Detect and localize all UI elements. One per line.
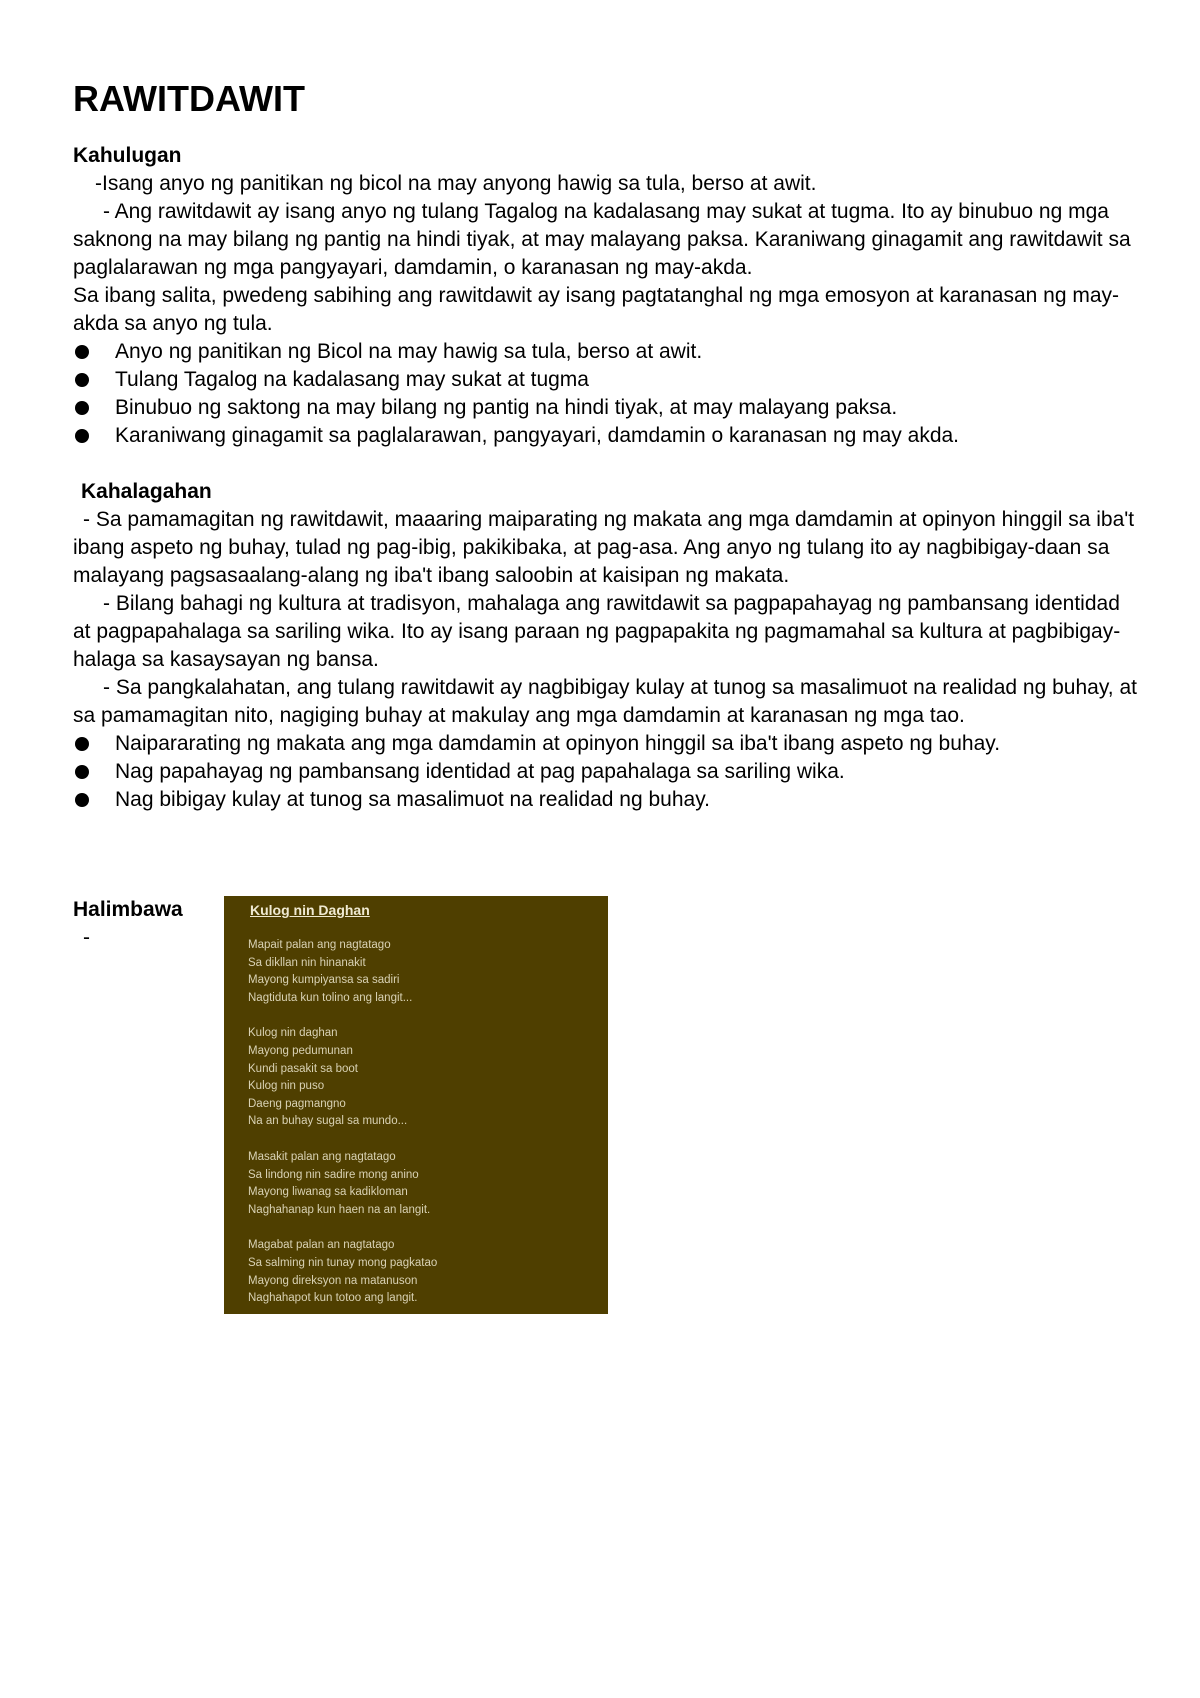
poem-line: Magabat palan an nagtatago: [248, 1239, 395, 1252]
kahulugan-paragraph-3: Sa ibang salita, pwedeng sabihing ang rawitdawit ay isang pagtatanghal ng mga emosyon at karanasan ng may-akda sa anyo ng tula.: [73, 284, 1120, 335]
poem-line: Kundi pasakit sa boot: [248, 1062, 358, 1075]
list-item: [73, 758, 1143, 786]
bullet-icon: [75, 401, 89, 415]
bullet-icon: [75, 737, 89, 751]
poem-line: Kulog nin puso: [248, 1080, 325, 1093]
kahalagahan-paragraph-3: - Sa pangkalahatan, ang tulang rawitdawit ay nagbibigay kulay at tunog sa masalimuot na realidad ng buhay, at sa pamamagitan nito, nagiging buhay at makulay ang mga damdamin at karanasan ng mga tao.: [73, 676, 1137, 727]
list-item-text: Tulang Tagalog na kadalasang may sukat at tugma: [115, 368, 589, 391]
poem-line: Mayong liwanag sa kadikloman: [248, 1186, 408, 1199]
poem-line: Mayong pedumunan: [248, 1044, 353, 1057]
halimbawa-dash: -: [83, 926, 90, 949]
halimbawa-heading: Halimbawa: [73, 898, 183, 921]
spacer: [73, 814, 1143, 896]
list-item: [73, 338, 1143, 366]
poem-title: Kulog nin Daghan: [250, 902, 370, 918]
document-page: [73, 70, 1143, 1326]
poem-stanza-3: [248, 1149, 608, 1219]
list-item-text: Naipararating ng makata ang mga damdamin at opinyon hinggil sa iba't ibang aspeto ng buhay.: [115, 732, 1001, 755]
list-item: [73, 786, 1143, 814]
poem-line: Mayong kumpiyansa sa sadiri: [248, 974, 400, 987]
poem-line: Mayong direksyon na matanuson: [248, 1274, 418, 1287]
kahulugan-paragraph-2: - Ang rawitdawit ay isang anyo ng tulang Tagalog na kadalasang may sukat at tugma. Ito ay binubuo ng mga saknong na may bilang ng pantig na hindi tiyak, at may malayang paksa. Karaniwang ginagamit ang rawitdawit sa paglalarawan ng mga pangyayari, damdamin, o karanasan ng may-akda.: [73, 200, 1131, 279]
bullet-icon: [75, 429, 89, 443]
list-item-text: Nag papahayag ng pambansang identidad at pag papahalaga sa sariling wika.: [115, 760, 845, 783]
list-item: [73, 730, 1143, 758]
spacer: [73, 450, 1143, 478]
poem-line: Daeng pagmangno: [248, 1097, 346, 1110]
poem-line: Kulog nin daghan: [248, 1027, 338, 1040]
halimbawa-section: [73, 896, 1143, 1326]
poem-line: Masakit palan ang nagtatago: [248, 1150, 396, 1163]
kahulugan-heading: Kahulugan: [73, 144, 182, 167]
list-item-text: Binubuo ng saktong na may bilang ng pantig na hindi tiyak, at may malayang paksa.: [115, 396, 898, 419]
kahalagahan-heading: Kahalagahan: [81, 480, 212, 503]
poem-line: Sa dikllan nin hinanakit: [248, 956, 366, 969]
list-item: [73, 394, 1143, 422]
poem-line: Naghahanap kun haen na an langit.: [248, 1203, 431, 1216]
kahalagahan-paragraph-1: - Sa pamamagitan ng rawitdawit, maaaring maiparating ng makata ang mga damdamin at opinyon hinggil sa iba't ibang aspeto ng buhay, tulad ng pag-ibig, pakikibaka, at pag-asa. Ang anyo ng tulang ito ay nagbibigay-daan sa malayang pagsasaalang-alang ng iba't ibang saloobin at kaisipan ng makata.: [73, 508, 1135, 587]
list-item-text: Karaniwang ginagamit sa paglalarawan, pangyayari, damdamin o karanasan ng may akda.: [115, 424, 960, 447]
poem-stanza-4: [248, 1237, 608, 1307]
bullet-icon: [75, 793, 89, 807]
list-item: [73, 366, 1143, 394]
poem-image: [224, 896, 608, 1314]
bullet-icon: [75, 765, 89, 779]
poem-line: Nagtiduta kun tolino ang langit...: [248, 991, 413, 1004]
kahalagahan-bullet-list: [73, 730, 1143, 814]
poem-stanza-1: [248, 937, 608, 1007]
list-item-text: Nag bibigay kulay at tunog sa masalimuot na realidad ng buhay.: [115, 788, 710, 811]
kahulugan-paragraph-1: -Isang anyo ng panitikan ng bicol na may anyong hawig sa tula, berso at awit.: [95, 172, 817, 195]
kahulugan-bullet-list: [73, 338, 1143, 450]
bullet-icon: [75, 373, 89, 387]
poem-line: Na an buhay sugal sa mundo...: [248, 1115, 408, 1128]
list-item: [73, 422, 1143, 450]
poem-stanza-2: [248, 1025, 608, 1131]
poem-line: Sa salming nin tunay mong pagkatao: [248, 1256, 438, 1269]
kahalagahan-paragraph-2: - Bilang bahagi ng kultura at tradisyon, mahalaga ang rawitdawit sa pagpapahayag ng pambansang identidad at pagpapahalaga sa sariling wika. Ito ay isang paraan ng pagpapakita ng pagmamahal sa kultura at pagbibigay-halaga sa kasaysayan ng bansa.: [73, 592, 1121, 671]
poem-line: Mapait palan ang nagtatago: [248, 939, 391, 951]
list-item-text: Anyo ng panitikan ng Bicol na may hawig sa tula, berso at awit.: [115, 340, 703, 363]
poem-line: Sa lindong nin sadire mong anino: [248, 1168, 419, 1181]
document-title: RAWITDAWIT: [73, 78, 305, 119]
bullet-icon: [75, 345, 89, 359]
poem-line: Naghahapot kun totoo ang langit.: [248, 1292, 418, 1305]
